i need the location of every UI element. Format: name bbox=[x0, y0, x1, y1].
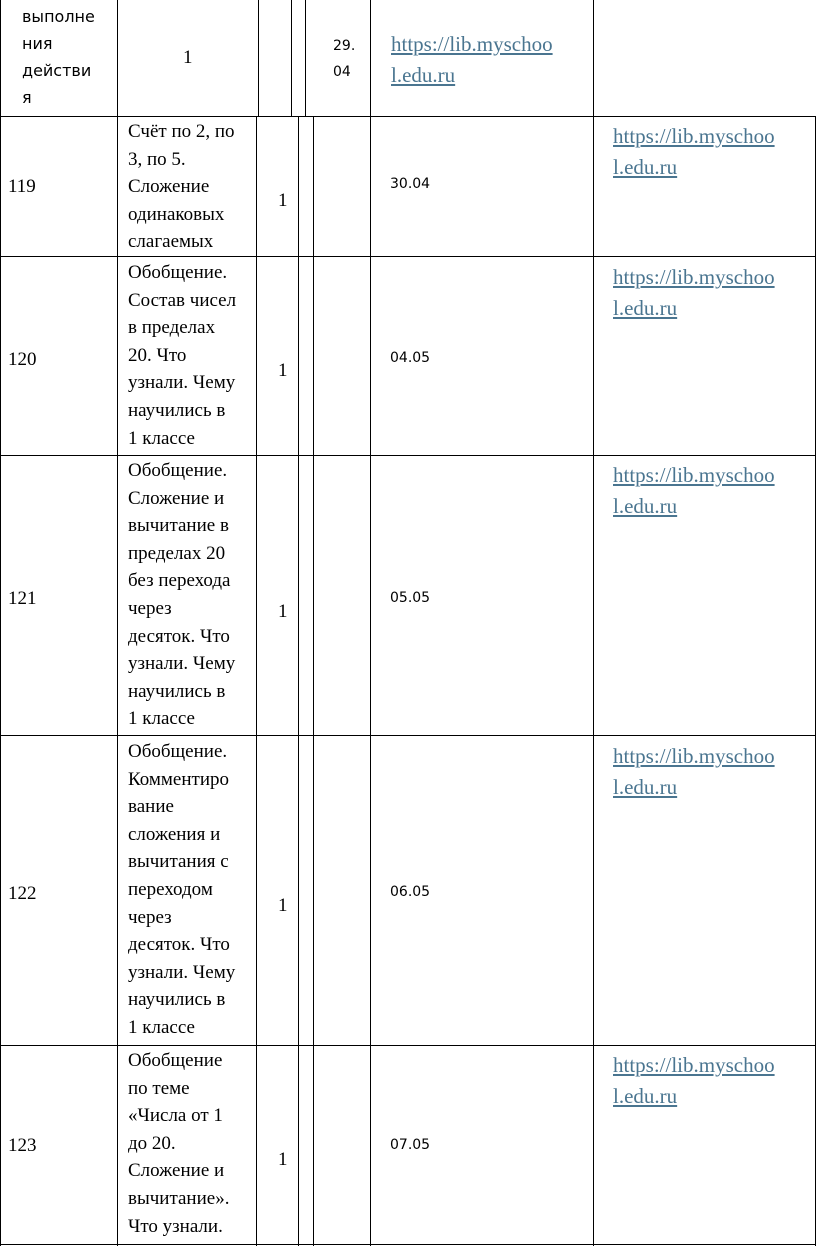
topic-line: узнали. Чему bbox=[128, 653, 236, 675]
topic-line: Сложение и bbox=[128, 487, 225, 509]
date-line: 29. bbox=[333, 38, 356, 54]
topic-line: узнали. Чему bbox=[128, 372, 236, 394]
topic-line: до 20. bbox=[128, 1132, 176, 1154]
topic-cell bbox=[128, 738, 254, 1042]
resource-link[interactable]: https://lib.myschoo l.edu.ru bbox=[613, 124, 775, 179]
topic-line: действи bbox=[22, 61, 92, 80]
topic-line: одинаковых bbox=[128, 203, 225, 225]
topic-line: Обобщение. bbox=[128, 741, 228, 762]
topic-line: Обобщение. bbox=[128, 262, 228, 283]
date-cell: 06.05 bbox=[390, 884, 431, 900]
topic-line: вычитания с bbox=[128, 851, 229, 873]
topic-line: я bbox=[22, 88, 32, 107]
grid-line bbox=[313, 116, 314, 1246]
grid-line bbox=[0, 1045, 816, 1046]
grid-line bbox=[0, 0, 1, 1246]
date-cell: 04.05 bbox=[390, 350, 431, 366]
grid-line bbox=[0, 735, 816, 736]
topic-line: без перехода bbox=[128, 570, 231, 592]
link-cell bbox=[613, 460, 808, 522]
topic-line: узнали. Чему bbox=[128, 961, 236, 983]
topic-line: ния bbox=[22, 34, 53, 53]
topic-line: пределах 20 bbox=[128, 542, 226, 564]
topic-cell bbox=[128, 457, 254, 733]
topic-line: 1 классе bbox=[128, 1016, 195, 1038]
grid-line bbox=[0, 256, 816, 257]
topic-line: научились в bbox=[128, 680, 226, 702]
date-cell: 07.05 bbox=[390, 1137, 431, 1153]
topic-line: 1 классе bbox=[128, 427, 195, 449]
link-cell bbox=[613, 741, 808, 803]
top-date-cell bbox=[333, 33, 355, 85]
grid-line bbox=[0, 116, 816, 117]
topic-line: Состав чисел bbox=[128, 289, 237, 311]
topic-line: слагаемых bbox=[128, 231, 214, 253]
link-cell bbox=[613, 121, 808, 183]
row-number: 121 bbox=[8, 588, 37, 609]
topic-line: через bbox=[128, 906, 172, 928]
hours-cell: 1 bbox=[278, 895, 288, 916]
link-cell bbox=[613, 1050, 808, 1112]
row-number: 122 bbox=[8, 883, 37, 904]
topic-line: вычитание». bbox=[128, 1187, 230, 1209]
grid-line bbox=[0, 1244, 816, 1245]
topic-line: Сложение и bbox=[128, 1160, 225, 1182]
date-cell: 30.04 bbox=[390, 176, 431, 192]
row-number: 123 bbox=[8, 1135, 37, 1156]
top-hours-cell: 1 bbox=[183, 47, 193, 68]
topic-line: сложения и bbox=[128, 823, 221, 845]
topic-line: 20. Что bbox=[128, 344, 187, 366]
hours-cell: 1 bbox=[278, 190, 288, 211]
grid-line bbox=[258, 0, 259, 116]
topic-line: Сложение bbox=[128, 176, 210, 198]
row-number: 120 bbox=[8, 349, 37, 370]
top-topic-cell bbox=[22, 3, 122, 111]
topic-line: выполне bbox=[22, 7, 95, 26]
grid-line bbox=[117, 0, 118, 1246]
grid-line bbox=[256, 116, 257, 1246]
grid-line bbox=[291, 0, 292, 116]
topic-line: десяток. Что bbox=[128, 625, 230, 647]
link-cell bbox=[613, 262, 808, 324]
grid-line bbox=[370, 0, 371, 116]
topic-line: в пределах bbox=[128, 317, 216, 339]
topic-line: научились в bbox=[128, 399, 226, 421]
topic-line: 3, по 5. bbox=[128, 148, 186, 170]
grid-line bbox=[370, 116, 371, 1246]
date-cell: 05.05 bbox=[390, 590, 431, 606]
row-number: 119 bbox=[8, 176, 36, 197]
top-link-cell bbox=[391, 29, 586, 91]
topic-cell bbox=[128, 1047, 254, 1240]
topic-line: Обобщение. bbox=[128, 460, 228, 481]
hours-cell: 1 bbox=[278, 601, 288, 622]
resource-link[interactable]: https://lib.myschoo l.edu.ru bbox=[613, 265, 775, 320]
topic-line: Что узнали. bbox=[128, 1215, 223, 1237]
topic-line: десяток. Что bbox=[128, 934, 230, 956]
topic-line: переходом bbox=[128, 878, 213, 900]
grid-line bbox=[298, 116, 299, 1246]
topic-line: «Числа от 1 bbox=[128, 1105, 223, 1127]
topic-line: вание bbox=[128, 796, 174, 818]
topic-line: вычитание в bbox=[128, 515, 229, 537]
topic-line: Комментиро bbox=[128, 768, 229, 790]
topic-cell bbox=[128, 259, 254, 452]
resource-link[interactable]: https://lib.myschoo l.edu.ru bbox=[391, 32, 553, 87]
topic-cell bbox=[128, 118, 254, 256]
hours-cell: 1 bbox=[278, 1149, 288, 1170]
grid-line bbox=[305, 0, 306, 116]
topic-line: по теме bbox=[128, 1077, 190, 1099]
topic-line: Обобщение bbox=[128, 1050, 223, 1071]
topic-line: научились в bbox=[128, 989, 226, 1011]
topic-line: Счёт по 2, по bbox=[128, 121, 235, 142]
hours-cell: 1 bbox=[278, 360, 288, 381]
grid-line bbox=[0, 455, 816, 456]
resource-link[interactable]: https://lib.myschoo l.edu.ru bbox=[613, 1053, 775, 1108]
topic-line: 1 классе bbox=[128, 708, 195, 730]
resource-link[interactable]: https://lib.myschoo l.edu.ru bbox=[613, 463, 775, 518]
resource-link[interactable]: https://lib.myschoo l.edu.ru bbox=[613, 744, 775, 799]
topic-line: через bbox=[128, 597, 172, 619]
grid-line bbox=[593, 0, 594, 1246]
date-line: 04 bbox=[333, 64, 351, 80]
